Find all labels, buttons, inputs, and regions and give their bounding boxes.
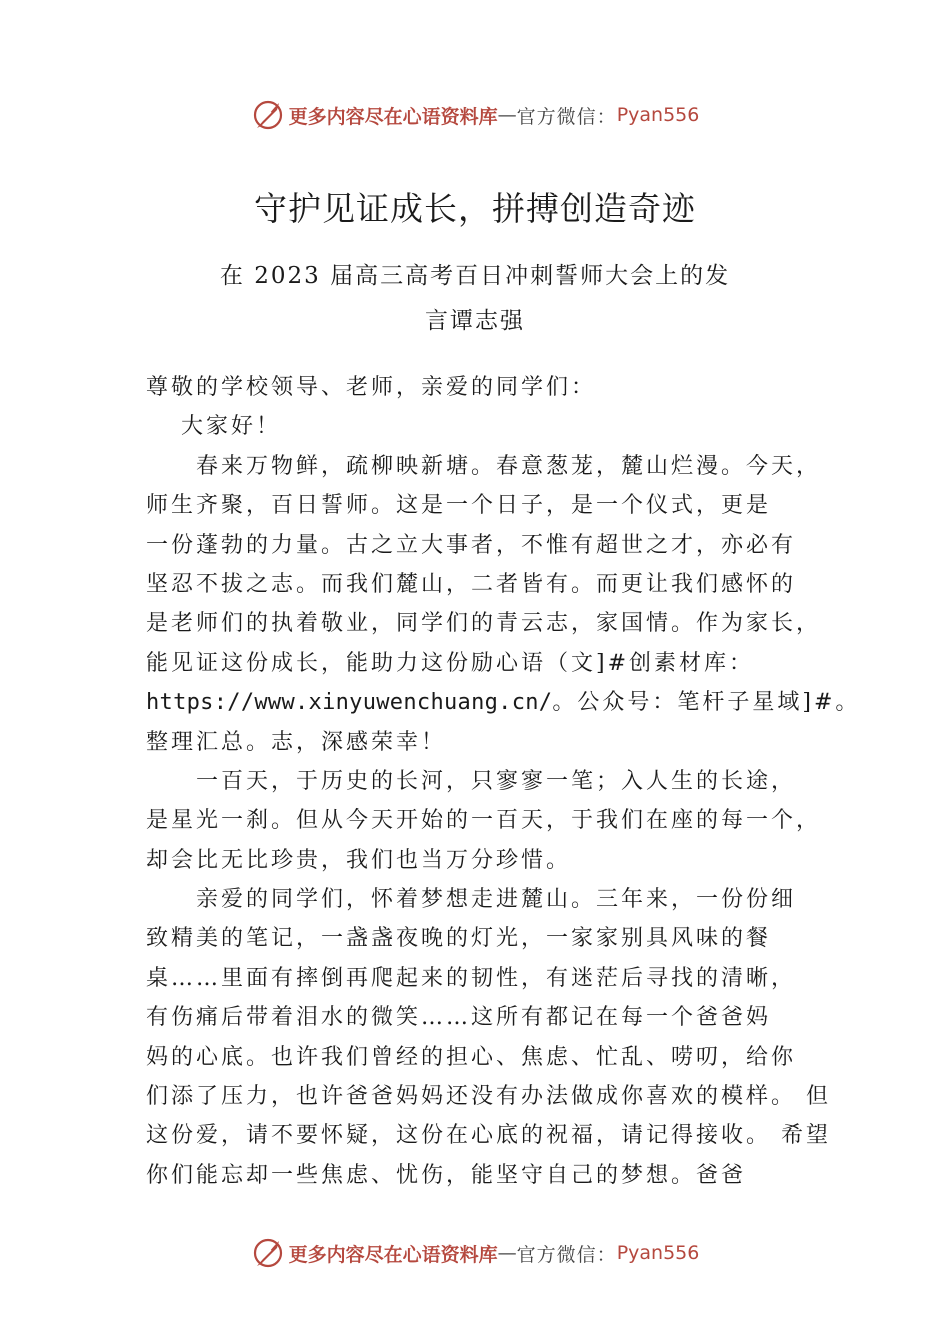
body-line: 你们能忘却一些焦虑、忧伤，能坚守自己的梦想。爸爸 [146,1162,747,1188]
document-body [146,368,861,1195]
body-line: 是老师们的执着敬业，同学们的青云志，家国情。作为家长， [146,611,822,637]
document-title: 守护见证成长，拼搏创造奇迹 [254,189,696,228]
body-line: 坚忍不拔之志。而我们麓山，二者皆有。而更让我们感怀的 [146,571,797,597]
body-line: 一份蓬勃的力量。古之立大事者，不惟有超世之才，亦必有 [146,532,797,558]
body-line: 却会比无比珍贵，我们也当万分珍惜。 [146,847,572,873]
banner-separator: — [497,1242,517,1264]
body-line: 致精美的笔记，一盏盏夜晚的灯光，一家家别具风味的餐 [146,926,772,952]
quill-logo-icon [251,1236,285,1270]
footer-watermark-banner [0,1233,950,1273]
body-line: 们添了压力，也许爸爸妈妈还没有办法做成你喜欢的模样。 但 [146,1084,831,1110]
body-line: 春来万物鲜，疏柳映新塘。春意葱茏，麓山烂漫。今天， [146,453,822,479]
body-line-url [146,683,861,722]
banner-wechat-id: Pyan556 [616,104,700,126]
body-line: 大家好！ [146,414,281,440]
body-line: 这份爱，请不要怀疑，这份在心底的祝福，请记得接收。 希望 [146,1123,831,1149]
website-url-link[interactable]: https://www.xinyuwenchuang.cn/ [146,690,553,716]
body-line: 妈的心底。也许我们曾经的担心、焦虑、忙乱、唠叨，给你 [146,1044,797,1070]
body-line: 能见证这份成长，能助力这份励心语（文]#创素材库： [146,650,755,676]
body-line: 整理汇总。志，深感荣幸！ [146,729,447,755]
document-subtitle-line-1: 在 2023 届高三高考百日冲刺誓师大会上的发 [219,263,731,289]
body-line: 一百天，于历史的长河，只寥寥一笔；入人生的长途， [146,768,797,794]
body-line: 是星光一刹。但从今天开始的一百天，于我们在座的每一个， [146,808,822,834]
banner-separator: — [497,104,517,126]
body-line: 桌……里面有摔倒再爬起来的韧性，有迷茫后寻找的清晰， [146,965,797,991]
quill-logo-icon [251,98,285,132]
banner-promo-text: 更多内容尽在心语资料库 [288,105,498,128]
body-line: 亲爱的同学们，怀着梦想走进麓山。三年来，一份份细 [146,887,797,913]
banner-wechat-label: 官方微信： [516,1243,617,1266]
banner-wechat-label: 官方微信： [516,105,617,128]
banner-promo-text: 更多内容尽在心语资料库 [288,1243,498,1266]
document-subtitle-line-2: 言谭志强 [425,308,525,334]
body-line: 师生齐聚，百日誓师。这是一个日子，是一个仪式，更是 [146,493,772,519]
url-line-rest: 。公众号：笔杆子星域]#。 [552,690,861,716]
banner-wechat-id: Pyan556 [616,1242,700,1264]
header-watermark-banner [0,95,950,135]
body-line: 尊敬的学校领导、老师，亲爱的同学们： [146,375,597,400]
body-line: 有伤痛后带着泪水的微笑……这所有都记在每一个爸爸妈 [146,1005,772,1031]
